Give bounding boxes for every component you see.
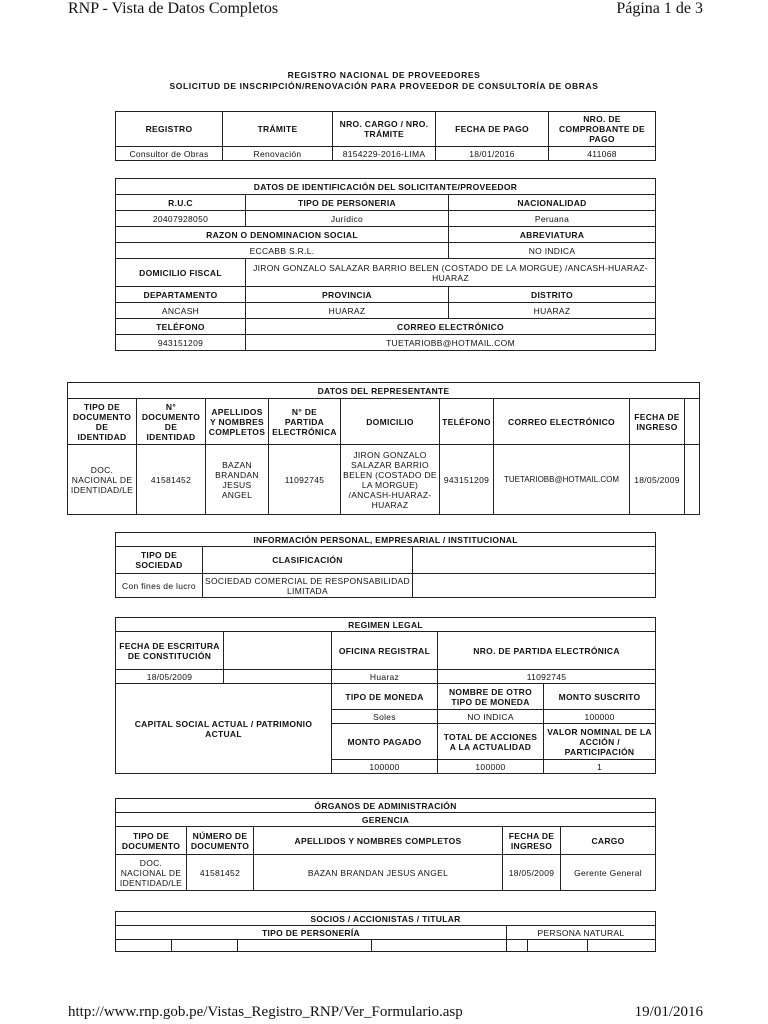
- informacion-blank-value: [413, 574, 656, 598]
- org-apellidos-header: APELLIDOS Y NOMBRES COMPLETOS: [254, 827, 503, 855]
- registro-table: [115, 111, 656, 161]
- representante-title: DATOS DEL REPRESENTANTE: [68, 383, 700, 399]
- identificacion-title: DATOS DE IDENTIFICACIÓN DEL SOLICITANTE/PROVEEDOR: [116, 179, 656, 195]
- socios-col-4: [372, 940, 507, 952]
- document-title: REGISTRO NACIONAL DE PROVEEDORES: [287, 70, 481, 80]
- comprobante-value: 411068: [549, 147, 656, 161]
- comprobante-header: NRO. DE COMPROBANTE DE PAGO: [549, 112, 656, 147]
- correo-value: TUETARIOBB@HOTMAIL.COM: [246, 335, 656, 351]
- fecha-escritura-blank-value: [224, 670, 332, 684]
- nacionalidad-value: Peruana: [449, 211, 656, 227]
- otro-moneda-value: NO INDICA: [438, 710, 544, 724]
- nacionalidad-header: NACIONALIDAD: [449, 195, 656, 211]
- valor-nominal-value: 1: [544, 760, 656, 774]
- org-num-doc-header: NÚMERO DE DOCUMENTO: [187, 827, 254, 855]
- org-num-doc-value: 41581452: [187, 855, 254, 891]
- tramite-header: TRÁMITE: [223, 112, 333, 147]
- departamento-value: ANCASH: [116, 303, 246, 319]
- informacion-table: [115, 532, 656, 598]
- organos-title: ÓRGANOS DE ADMINISTRACIÓN: [116, 799, 656, 813]
- fecha-pago-value: 18/01/2016: [436, 147, 549, 161]
- org-apellidos-value: BAZAN BRANDAN JESUS ANGEL: [254, 855, 503, 891]
- tramite-value: Renovación: [223, 147, 333, 161]
- fecha-escritura-header: FECHA DE ESCRITURA DE CONSTITUCIÓN: [116, 632, 224, 670]
- fecha-escritura-value: 18/05/2009: [116, 670, 224, 684]
- gerencia-subtitle: GERENCIA: [116, 813, 656, 827]
- otro-moneda-header: NOMBRE DE OTRO TIPO DE MONEDA: [438, 684, 544, 710]
- print-footer: [0, 1004, 768, 1024]
- socios-personeria-value: PERSONA NATURAL: [507, 926, 656, 940]
- tipo-moneda-header: TIPO DE MONEDA: [332, 684, 438, 710]
- socios-col-7: [588, 940, 656, 952]
- socios-col-1: [116, 940, 172, 952]
- regimen-title: REGIMEN LEGAL: [116, 618, 656, 632]
- document-subtitle: SOLICITUD DE INSCRIPCIÓN/RENOVACIÓN PARA PROVEEDOR DE CONSULTORÍA DE OBRAS: [169, 81, 599, 91]
- clasificacion-value: SOCIEDAD COMERCIAL DE RESPONSABILIDAD LIMITADA: [203, 574, 413, 598]
- org-cargo-header: CARGO: [561, 827, 656, 855]
- socios-col-6: [528, 940, 588, 952]
- clasificacion-header: CLASIFICACIÓN: [203, 547, 413, 574]
- socios-col-2: [172, 940, 238, 952]
- organos-table: [115, 798, 656, 891]
- org-fecha-header: FECHA DE INGRESO: [503, 827, 561, 855]
- tipo-moneda-value: Soles: [332, 710, 438, 724]
- rep-partida-header: N° DE PARTIDA ELECTRÓNICA: [269, 399, 341, 445]
- provincia-header: PROVINCIA: [246, 287, 449, 303]
- telefono-value: 943151209: [116, 335, 246, 351]
- socios-col-3: [238, 940, 372, 952]
- oficina-registral-header: OFICINA REGISTRAL: [332, 632, 438, 670]
- abreviatura-value: NO INDICA: [449, 243, 656, 259]
- valor-nominal-header: VALOR NOMINAL DE LA ACCIÓN / PARTICIPACIÓN: [544, 724, 656, 760]
- rep-correo-value: TUETARIOBB@HOTMAIL.COM: [494, 445, 630, 515]
- rep-apellidos-header: APELLIDOS Y NOMBRES COMPLETOS: [206, 399, 269, 445]
- rep-extra-value: [685, 445, 700, 515]
- fecha-escritura-blank: [224, 632, 332, 670]
- socios-col-5: [507, 940, 528, 952]
- document-titles: [0, 70, 768, 92]
- rep-domicilio-value: JIRON GONZALO SALAZAR BARRIO BELEN (COSTADO DE LA MORGUE) /ANCASH-HUARAZ-HUARAZ: [341, 445, 440, 515]
- org-tipo-doc-value: DOC. NACIONAL DE IDENTIDAD/LE: [116, 855, 187, 891]
- rep-telefono-value: 943151209: [440, 445, 494, 515]
- org-fecha-value: 18/05/2009: [503, 855, 561, 891]
- abreviatura-header: ABREVIATURA: [449, 227, 656, 243]
- socios-title: SOCIOS / ACCIONISTAS / TITULAR: [116, 912, 656, 926]
- rep-telefono-header: TELÉFONO: [440, 399, 494, 445]
- domicilio-fiscal-value: JIRON GONZALO SALAZAR BARRIO BELEN (COSTADO DE LA MORGUE) /ANCASH-HUARAZ-HUARAZ: [246, 259, 656, 287]
- personeria-value: Jurídico: [246, 211, 449, 227]
- razon-social-value: ECCABB S.R.L.: [116, 243, 449, 259]
- monto-pagado-value: 100000: [332, 760, 438, 774]
- identificacion-table: [115, 178, 656, 351]
- rep-extra-header: [685, 399, 700, 445]
- print-header-title: RNP - Vista de Datos Completos: [68, 0, 279, 17]
- tipo-sociedad-header: TIPO DE SOCIEDAD: [116, 547, 203, 574]
- ruc-header: R.U.C: [116, 195, 246, 211]
- telefono-header: TELÉFONO: [116, 319, 246, 335]
- monto-suscrito-header: MONTO SUSCRITO: [544, 684, 656, 710]
- registro-header: REGISTRO: [116, 112, 223, 147]
- ruc-value: 20407928050: [116, 211, 246, 227]
- informacion-title: INFORMACIÓN PERSONAL, EMPRESARIAL / INSTITUCIONAL: [116, 533, 656, 547]
- informacion-blank-header: [413, 547, 656, 574]
- socios-table: [115, 911, 656, 952]
- regimen-table: [115, 617, 656, 774]
- tipo-sociedad-value: Con fines de lucro: [116, 574, 203, 598]
- partida-electronica-header: NRO. DE PARTIDA ELECTRÓNICA: [438, 632, 656, 670]
- oficina-registral-value: Huaraz: [332, 670, 438, 684]
- correo-header: CORREO ELECTRÓNICO: [246, 319, 656, 335]
- total-acciones-header: TOTAL DE ACCIONES A LA ACTUALIDAD: [438, 724, 544, 760]
- monto-suscrito-value: 100000: [544, 710, 656, 724]
- fecha-pago-header: FECHA DE PAGO: [436, 112, 549, 147]
- partida-electronica-value: 11092745: [438, 670, 656, 684]
- razon-social-header: RAZON O DENOMINACION SOCIAL: [116, 227, 449, 243]
- rep-correo-header: CORREO ELECTRÓNICO: [494, 399, 630, 445]
- socios-personeria-header: TIPO DE PERSONERÍA: [116, 926, 507, 940]
- rep-apellidos-value: BAZAN BRANDAN JESUS ANGEL: [206, 445, 269, 515]
- distrito-header: DISTRITO: [449, 287, 656, 303]
- representante-table: [67, 382, 700, 515]
- provincia-value: HUARAZ: [246, 303, 449, 319]
- rep-tipo-doc-value: DOC. NACIONAL DE IDENTIDAD/LE: [68, 445, 137, 515]
- total-acciones-value: 100000: [438, 760, 544, 774]
- nro-cargo-value: 8154229-2016-LIMA: [333, 147, 436, 161]
- print-footer-url: http://www.rnp.gob.pe/Vistas_Registro_RNP/Ver_Formulario.asp: [68, 1004, 463, 1020]
- rep-partida-value: 11092745: [269, 445, 341, 515]
- rep-tipo-doc-header: TIPO DE DOCUMENTO DE IDENTIDAD: [68, 399, 137, 445]
- rep-fecha-header: FECHA DE INGRESO: [630, 399, 685, 445]
- rep-domicilio-header: DOMICILIO: [341, 399, 440, 445]
- rep-fecha-value: 18/05/2009: [630, 445, 685, 515]
- distrito-value: HUARAZ: [449, 303, 656, 319]
- nro-cargo-header: NRO. CARGO / NRO. TRÁMITE: [333, 112, 436, 147]
- rep-num-doc-header: N° DOCUMENTO DE IDENTIDAD: [137, 399, 206, 445]
- org-cargo-value: Gerente General: [561, 855, 656, 891]
- monto-pagado-header: MONTO PAGADO: [332, 724, 438, 760]
- registro-value: Consultor de Obras: [116, 147, 223, 161]
- capital-social-header: CAPITAL SOCIAL ACTUAL / PATRIMONIO ACTUAL: [116, 684, 332, 774]
- domicilio-fiscal-header: DOMICILIO FISCAL: [116, 259, 246, 287]
- print-header-page: Página 1 de 3: [616, 0, 703, 17]
- personeria-header: TIPO DE PERSONERIA: [246, 195, 449, 211]
- org-tipo-doc-header: TIPO DE DOCUMENTO: [116, 827, 187, 855]
- rep-num-doc-value: 41581452: [137, 445, 206, 515]
- print-header: [0, 0, 768, 24]
- print-footer-date: 19/01/2016: [634, 1004, 703, 1020]
- departamento-header: DEPARTAMENTO: [116, 287, 246, 303]
